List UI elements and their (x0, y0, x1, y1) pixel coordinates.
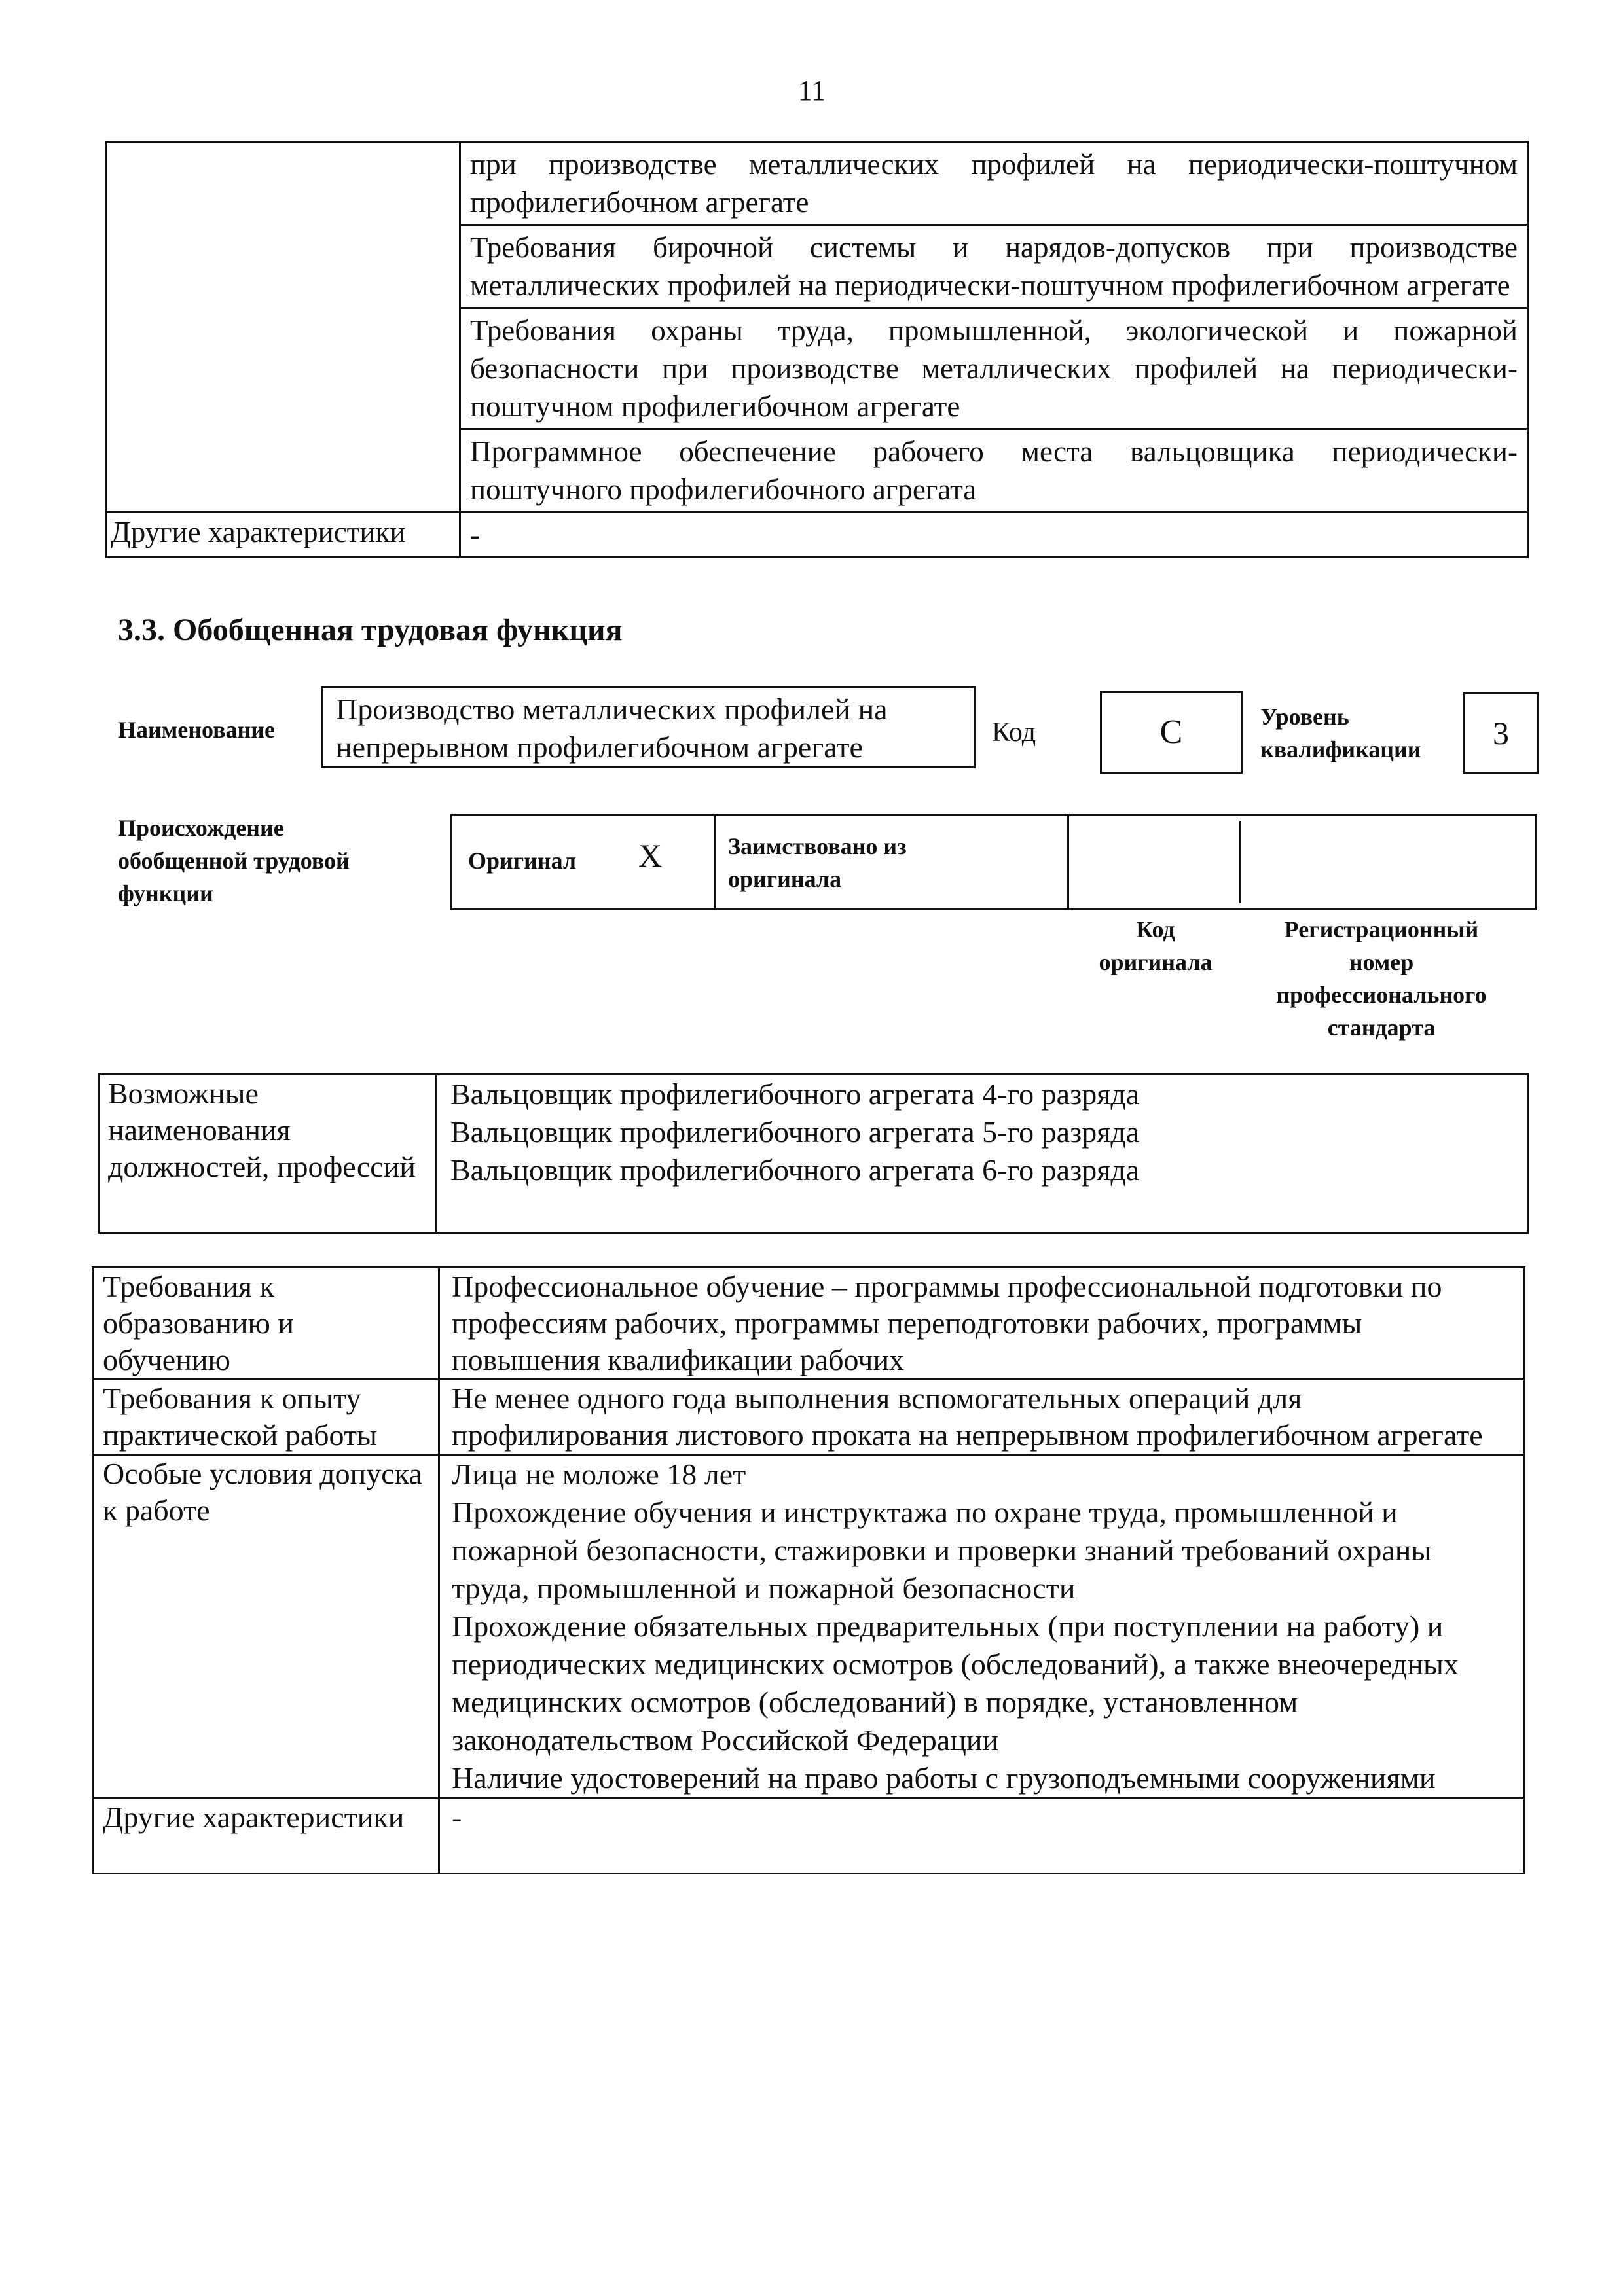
list-item: Вальцовщик профилегибочного агрегата 4-го разряда (450, 1077, 1140, 1111)
table-cell: Требования бирочной системы и нарядов-допусков при производстве металлических профилей на периодически-поштучном профилегибочном агрегате (460, 225, 1528, 308)
table-row (93, 1799, 1525, 1874)
experience-value: Не менее одного года выполнения вспомогательных операций для профилирования листового проката на непрерывном профилегибочном агрегате (439, 1380, 1525, 1455)
list-item: Вальцовщик профилегибочного агрегата 5-го разряда (450, 1115, 1140, 1149)
requirements-table (92, 1266, 1525, 1874)
table-row (93, 1268, 1525, 1380)
conditions-label: Особые условия допуска к работе (93, 1455, 439, 1799)
origin-label: Происхождение обобщенной трудовой функции (118, 815, 350, 906)
borrowed-label: Заимствовано из оригинала (728, 833, 907, 892)
knowledge-table-continuation (105, 141, 1529, 558)
list-item: Наличие удостоверений на право работы с грузоподъемными сооружениями (452, 1761, 1436, 1795)
level-box (1463, 692, 1539, 774)
table-row (93, 1380, 1525, 1455)
other-characteristics-label: Другие характеристики (93, 1799, 439, 1874)
education-value: Профессиональное обучение – программы профессиональной подготовки по профессиям рабочих, программы переподготовки рабочих, программы повышения квалификации рабочих (439, 1268, 1525, 1380)
list-item: Лица не моложе 18 лет (452, 1458, 746, 1491)
table-row (106, 512, 1528, 558)
table-row (100, 1075, 1528, 1233)
page-number: 11 (797, 75, 826, 107)
name-label: Наименование (118, 717, 275, 743)
level-label: Уровень квалификации (1260, 704, 1421, 762)
other-characteristics-value: - (460, 512, 1528, 558)
positions-values (437, 1075, 1528, 1233)
table-cell: при производстве металлических профилей на периодически-поштучном профилегибочном агрегате (460, 142, 1528, 225)
experience-label: Требования к опыту практической работы (93, 1380, 439, 1455)
positions-table (98, 1073, 1529, 1234)
table-row (106, 142, 1528, 225)
function-name-box (321, 686, 976, 768)
function-name-value: Производство металлических профилей на непрерывном профилегибочном агрегате (336, 692, 888, 764)
other-characteristics-value: - (439, 1799, 1525, 1874)
origin-divider (1239, 821, 1241, 903)
list-item: Вальцовщик профилегибочного агрегата 6-го разряда (450, 1153, 1140, 1187)
conditions-values (439, 1455, 1525, 1799)
list-item: Прохождение обучения и инструктажа по охране труда, промышленной и пожарной безопасности, стажировки и проверки знаний требований охраны труда, промышленной и пожарной безопасности (452, 1496, 1432, 1605)
code-value: C (1159, 713, 1183, 751)
code-original-caption: Код оригинала (1099, 916, 1213, 975)
empty-label-cell (106, 142, 460, 512)
original-label: Оригинал (468, 848, 577, 874)
table-cell: Требования охраны труда, промышленной, экологической и пожарной безопасности при производстве металлических профилей на периодически-поштучном профилегибочном агрегате (460, 308, 1528, 429)
level-value: 3 (1493, 715, 1509, 751)
table-cell: Программное обеспечение рабочего места вальцовщика периодически-поштучного профилегибочного агрегата (460, 429, 1528, 512)
positions-label: Возможные наименования должностей, профессий (100, 1075, 437, 1233)
reg-number-caption: Регистрационный номер профессионального стандарта (1276, 916, 1487, 1041)
origin-divider (1067, 814, 1069, 910)
section-heading: 3.3. Обобщенная трудовая функция (118, 613, 623, 647)
code-box (1100, 691, 1243, 774)
education-label: Требования к образованию и обучению (93, 1268, 439, 1380)
original-mark: X (638, 837, 663, 874)
table-row (93, 1455, 1525, 1799)
origin-divider (714, 814, 716, 910)
list-item: Прохождение обязательных предварительных (при поступлении на работу) и периодических медицинских осмотров (обследований), а также внеочередных медицинских осмотров (обследований) в порядке, установленном законодательством Российской Федерации (452, 1609, 1459, 1757)
other-characteristics-label: Другие характеристики (106, 512, 460, 558)
code-label: Код (992, 717, 1036, 747)
